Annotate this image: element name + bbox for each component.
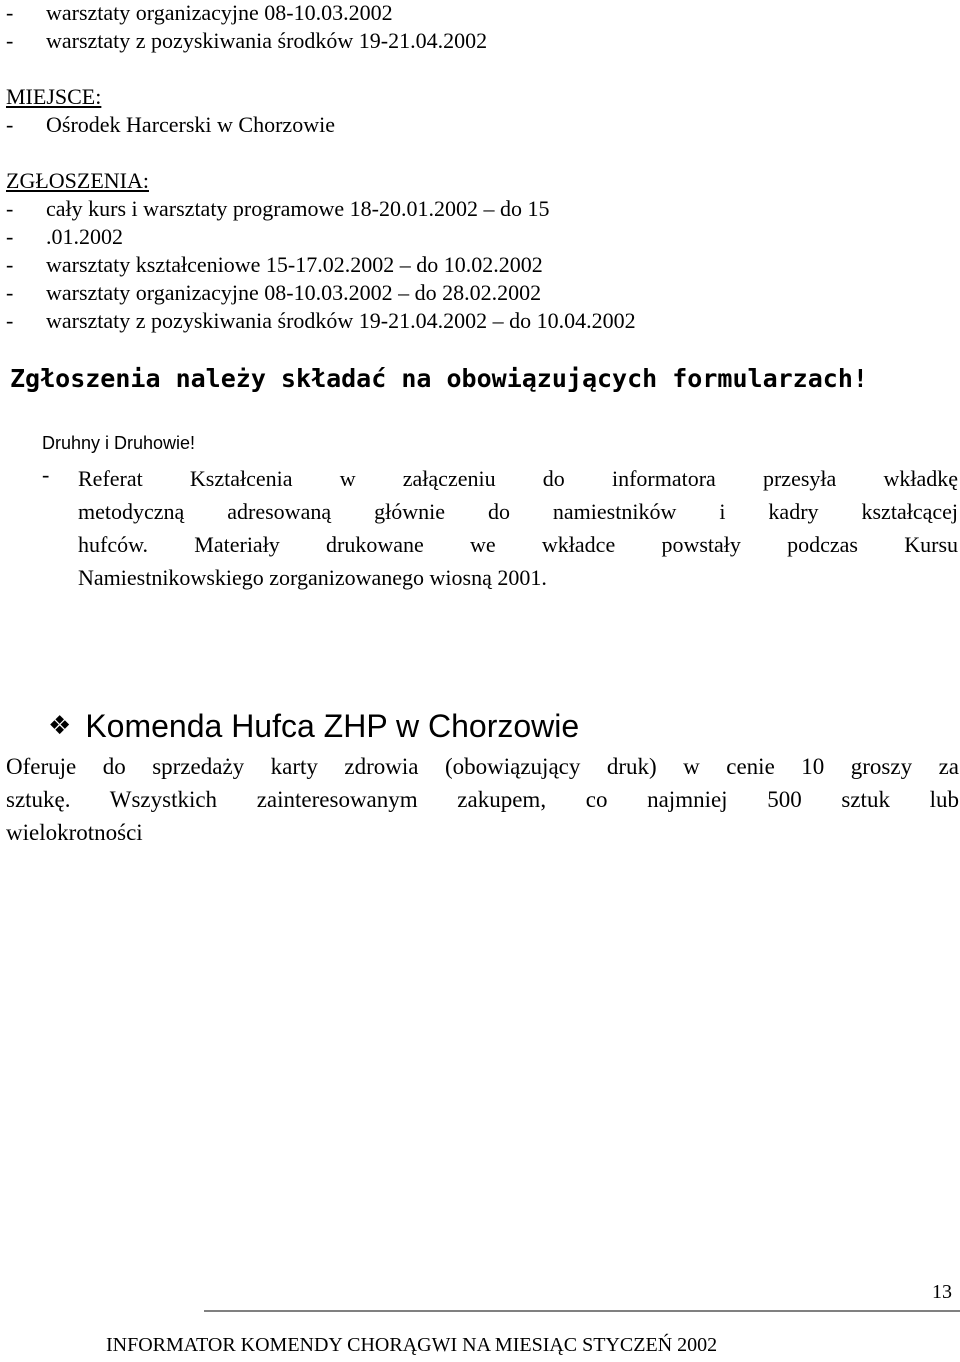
section-label-miejsce: MIEJSCE: <box>6 84 102 109</box>
footer-title: INFORMATOR KOMENDY CHORĄGWI NA MIESIĄC STYCZEŃ 2002 <box>106 1334 718 1356</box>
list-item: - warsztaty z pozyskiwania środków 19-21.04.2002 <box>6 28 488 53</box>
list-item: - warsztaty z pozyskiwania środków 19-21.04.2002 – do 10.04.2002 <box>6 308 636 333</box>
list-dash: - <box>6 280 14 305</box>
list-dash: - <box>6 112 14 137</box>
bold-notice: Zgłoszenia należy składać na obowiązujących formularzach! <box>10 364 868 393</box>
list-dash: - <box>6 308 14 333</box>
referat-paragraph: Referat Kształcenia w załączeniu do informatora przesyła wkładkę metodyczną adresowaną głównie do namiestników i kadry kształcącej hufców. Materiały drukowane we wkładce powstały podczas Kursu Namiestnikowskiego zorganizowanego wiosną 2001. <box>78 466 958 590</box>
komenda-heading: Komenda Hufca ZHP w Chorzowie <box>85 708 580 744</box>
list-item: - warsztaty organizacyjne 08-10.03.2002 <box>6 0 393 25</box>
list-item: - .01.2002 <box>6 224 123 249</box>
list-dash: - <box>6 28 14 53</box>
list-dash: - <box>6 252 14 277</box>
footer-rule-svg <box>0 1295 960 1307</box>
list-dash: - <box>42 462 50 487</box>
list-item: - warsztaty kształceniowe 15-17.02.2002 – do 10.02.2002 <box>6 252 543 277</box>
list-item: - warsztaty organizacyjne 08-10.03.2002 – do 28.02.2002 <box>6 280 542 305</box>
komenda-heading-row <box>48 704 579 748</box>
list-dash: - <box>6 224 14 249</box>
komenda-paragraph: Oferuje do sprzedaży karty zdrowia (obowiązujący druk) w cenie 10 groszy za sztukę. Wszystkich zainteresowanym zakupem, co najmniej 500 sztuk lub wielokrotności <box>6 754 959 845</box>
list-dash: - <box>6 196 14 221</box>
list-dash: - <box>6 0 14 25</box>
list-item: - Ośrodek Harcerski w Chorzowie <box>6 112 335 137</box>
page-number: 13 <box>932 1281 952 1303</box>
diamond-bullet-icon: ❖ <box>48 711 72 741</box>
list-item: - cały kurs i warsztaty programowe 18-20.01.2002 – do 15 <box>6 196 550 221</box>
greeting: Druhny i Druhowie! <box>42 433 196 453</box>
footer-rule-svg-el <box>0 1303 960 1315</box>
section-label-zgloszenia: ZGŁOSZENIA: <box>6 168 149 193</box>
